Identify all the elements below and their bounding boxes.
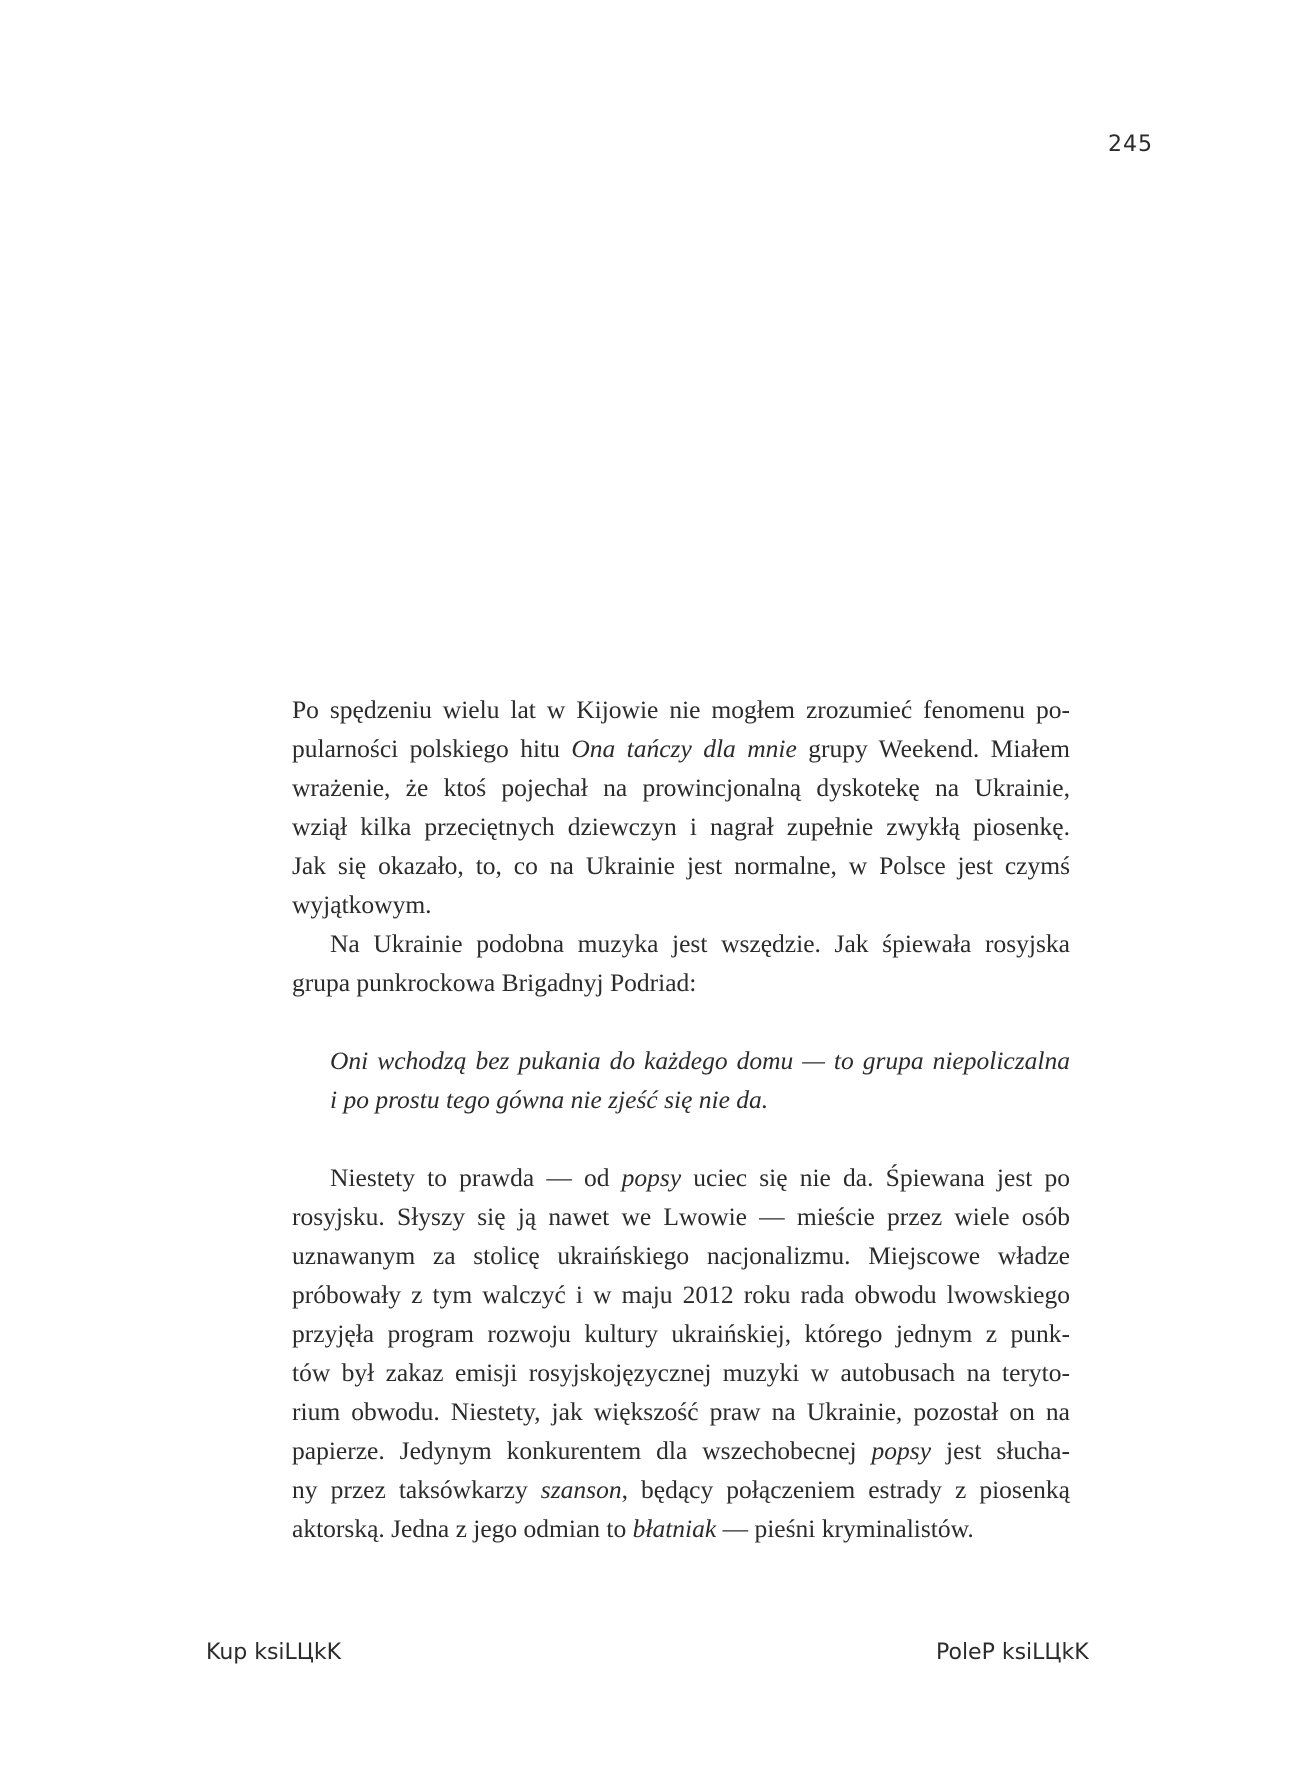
text-line: próbowały z tym walczyć i w maju 2012 roku rada obwodu lwowskiego [292,1280,1070,1309]
song-title: Ona tańczy dla mnie [571,734,797,763]
quote-line: Oni wchodzą bez pukania do każdego domu — to grupa niepoliczalna [330,1046,1070,1075]
quote-line: i po prostu tego gówna nie zjeść się nie da. [330,1085,769,1114]
text-line [292,1431,1070,1470]
text-line: przyjęła program rozwoju kultury ukraińskiej, którego jednym z punk- [292,1319,1070,1348]
body-text [292,690,1070,1548]
italic-term: szanson [540,1475,622,1504]
italic-term: popsy [621,1163,682,1192]
block-quote [330,1041,1070,1119]
text-span: aktorską. Jedna z jego odmian to [292,1514,633,1543]
text-line: grupa punkrockowa Brigadnyj Podriad: [292,968,697,997]
text-span: grupy Weekend. Miałem [796,734,1070,763]
text-span: uciec się nie da. Śpiewana jest po [681,1163,1070,1192]
text-span: — pieśni kryminalistów. [716,1514,974,1543]
text-line: Na Ukrainie podobna muzyka jest wszędzie. Jak śpiewała rosyjska [330,929,1070,958]
buy-book-link[interactable]: Kup ksiLЦkK [206,1640,342,1665]
paragraph-1 [292,690,1070,924]
text-line: uznawanym za stolicę ukraińskiego nacjonalizmu. Miejscowe władze [292,1241,1070,1270]
italic-term: błatniak [632,1514,717,1543]
text-line [292,729,1070,768]
text-line [292,1509,1070,1548]
text-span: jest słucha- [931,1436,1070,1465]
paragraph-2 [292,924,1070,1002]
italic-term: popsy [871,1436,932,1465]
text-span: papierze. Jedynym konkurentem dla wszechobecnej [292,1436,872,1465]
text-line: Po spędzeniu wielu lat w Kijowie nie mogłem zrozumieć fenomenu po- [292,695,1070,724]
text-line: wrażenie, że ktoś pojechał na prowincjonalną dyskotekę na Ukrainie, [292,773,1070,802]
text-span: pularności polskiego hitu [292,734,572,763]
text-span: , będący połączeniem estrady z piosenką [621,1475,1070,1504]
text-span: Niestety to prawda — od [330,1163,622,1192]
paragraph-3 [292,1158,1070,1548]
text-line: tów był zakaz emisji rosyjskojęzycznej muzyki w autobusach na teryto- [292,1358,1070,1387]
text-line: wyjątkowym. [292,890,432,919]
page-number: 245 [1108,132,1153,157]
text-line: wziął kilka przeciętnych dziewczyn i nagrał zupełnie zwykłą piosenkę. [292,812,1070,841]
text-span: ny przez taksówkarzy [292,1475,541,1504]
text-line: rium obwodu. Niestety, jak większość praw na Ukrainie, pozostał on na [292,1397,1070,1426]
text-line [292,1470,1070,1509]
text-line: rosyjsku. Słyszy się ją nawet we Lwowie — mieście przez wiele osób [292,1202,1070,1231]
text-line [292,1158,1070,1197]
recommend-book-link[interactable]: PoleP ksiLЦkK [936,1640,1089,1665]
text-line: Jak się okazało, to, co na Ukrainie jest normalne, w Polsce jest czymś [292,851,1070,880]
